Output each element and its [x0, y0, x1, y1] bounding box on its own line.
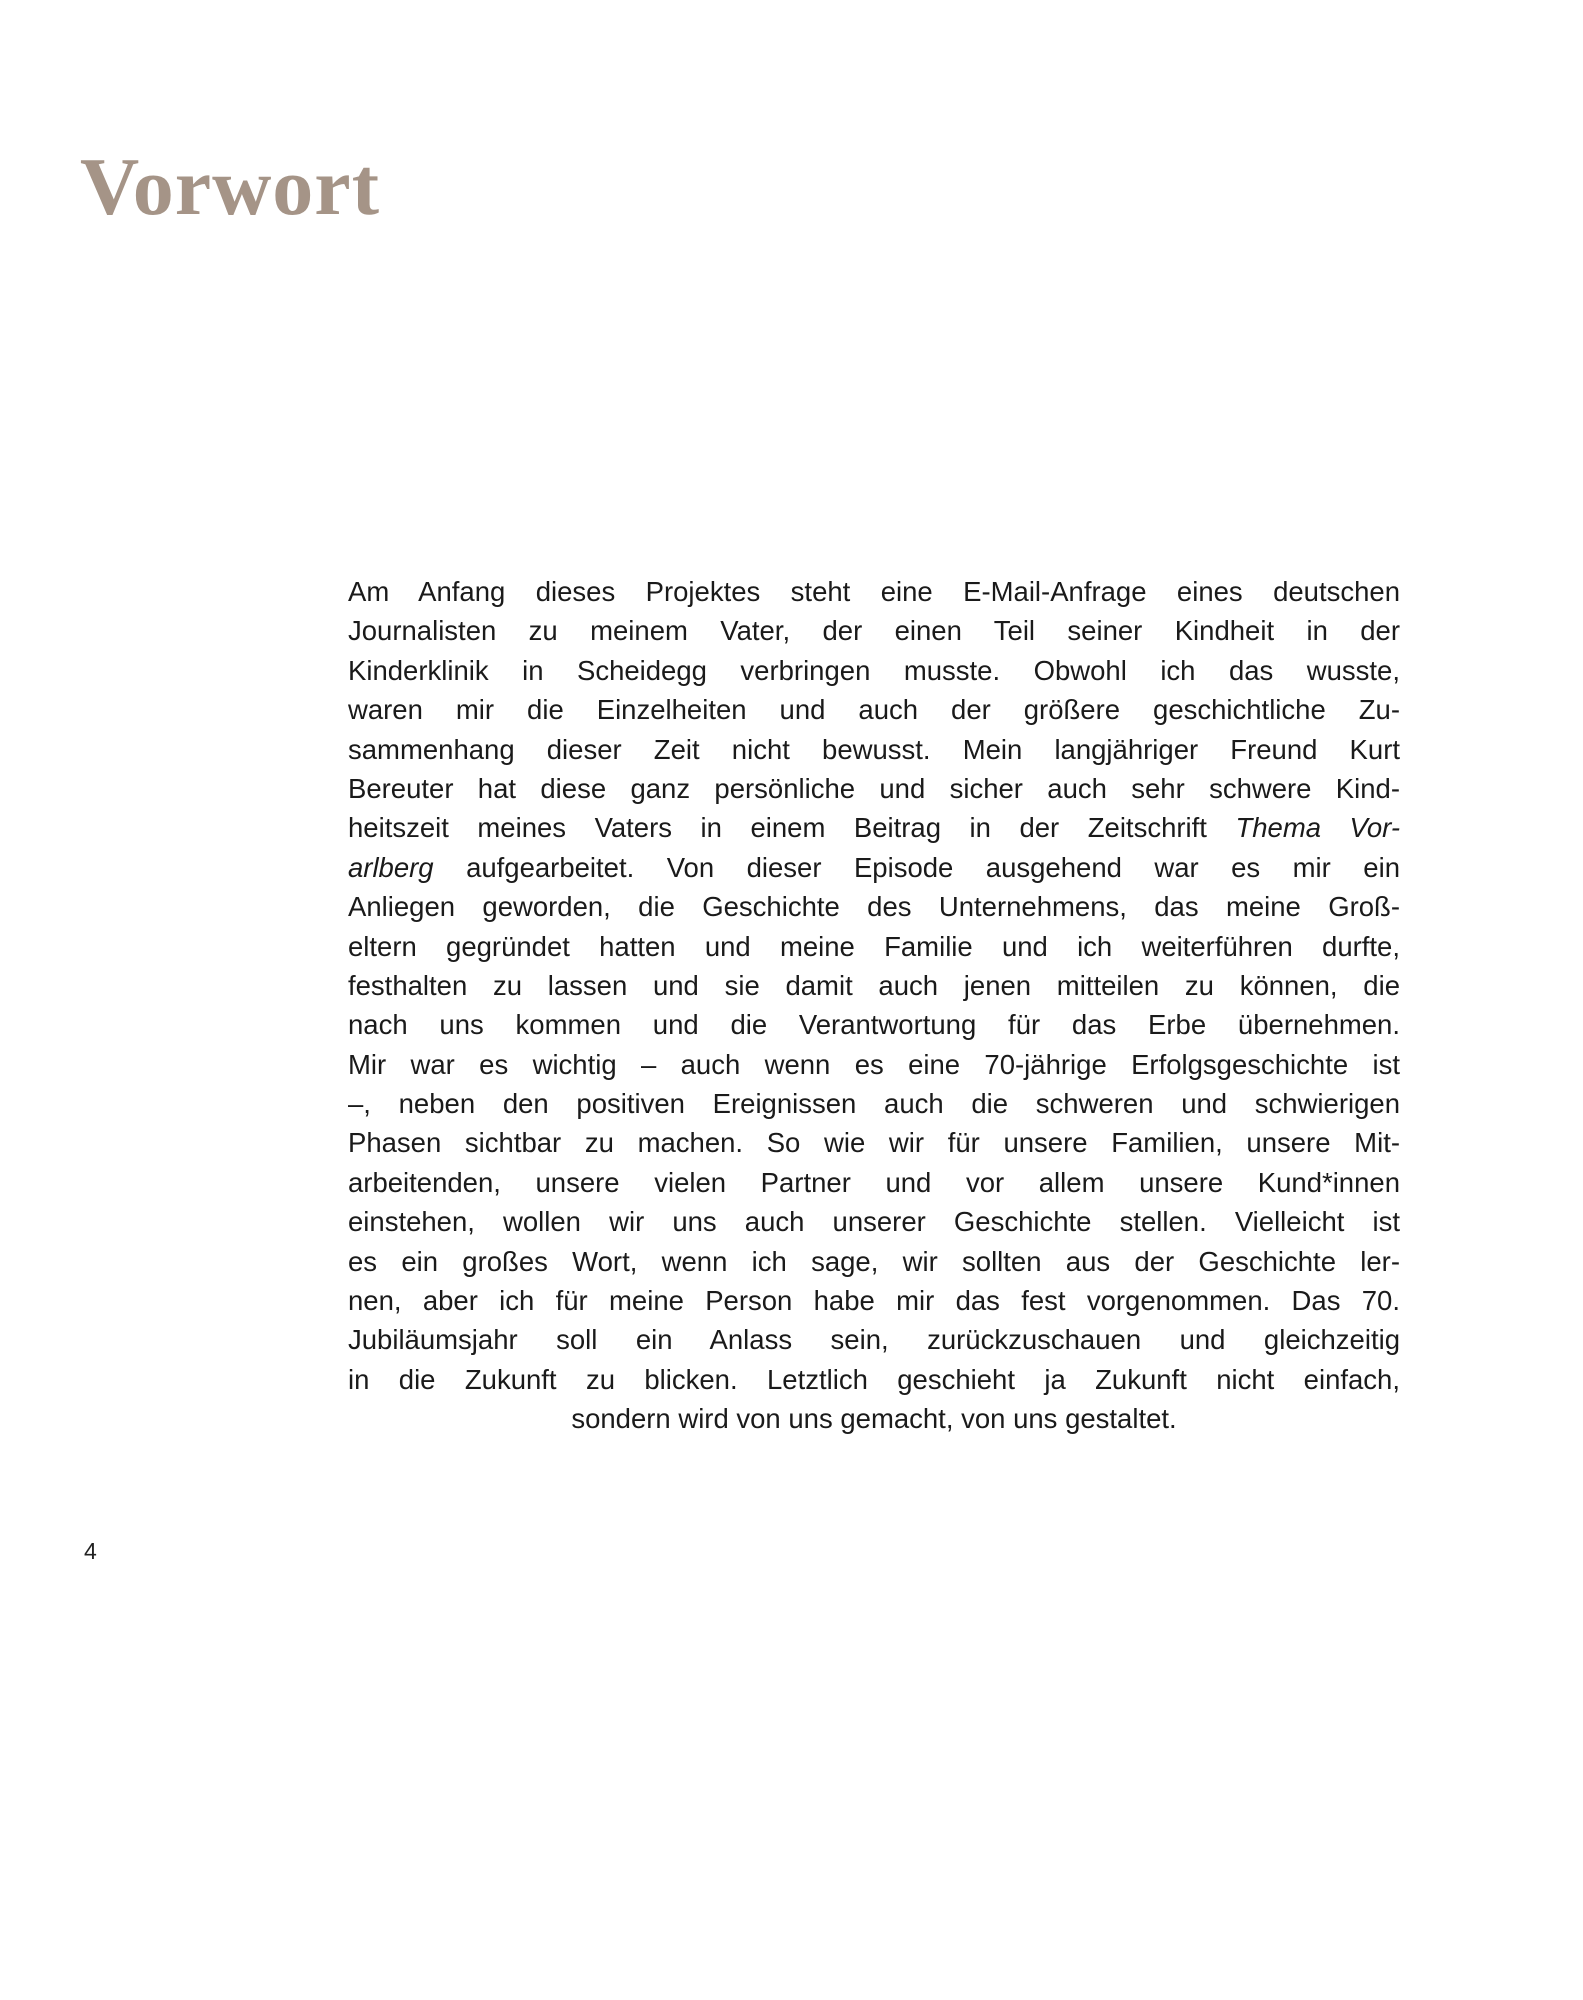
text-line: waren mir die Einzelheiten und auch der größere geschichtliche Zu-	[348, 694, 1400, 726]
text-line: eltern gegründet hatten und meine Familie und ich weiterführen durfte,	[348, 930, 1400, 962]
text-line-last: sondern wird von uns gemacht, von uns gestaltet.	[571, 1403, 1177, 1435]
text-line: Phasen sichtbar zu machen. So wie wir für unsere Familien, unsere Mit-	[348, 1127, 1400, 1159]
text-line: nach uns kommen und die Verantwortung für das Erbe übernehmen.	[348, 1009, 1400, 1041]
text-line: festhalten zu lassen und sie damit auch jenen mitteilen zu können, die	[348, 969, 1400, 1001]
text-line: es ein großes Wort, wenn ich sage, wir sollten aus der Geschichte ler-	[348, 1245, 1400, 1277]
text-line: einstehen, wollen wir uns auch unserer Geschichte stellen. Vielleicht ist	[348, 1206, 1400, 1238]
text-line: nen, aber ich für meine Person habe mir das fest vorgenommen. Das 70.	[348, 1285, 1400, 1317]
text-line	[348, 848, 1400, 887]
magazine-title-italic: Thema Vor-	[1235, 812, 1400, 844]
page-number: 4	[84, 1538, 97, 1564]
text-run: aufgearbeitet. Von dieser Episode ausgehend war es mir ein	[433, 851, 1400, 883]
text-run: heitszeit meines Vaters in einem Beitrag in der Zeitschrift	[348, 812, 1236, 844]
magazine-title-italic: arlberg	[348, 851, 434, 883]
text-line: arbeitenden, unsere vielen Partner und vor allem unsere Kund*innen	[348, 1166, 1400, 1198]
text-line: Journalisten zu meinem Vater, der einen Teil seiner Kindheit in der	[348, 615, 1400, 647]
page-title: Vorwort	[80, 141, 381, 232]
text-line: Jubiläumsjahr soll ein Anlass sein, zurückzuschauen und gleichzeitig	[348, 1324, 1400, 1356]
text-line: Kinderklinik in Scheidegg verbringen musste. Obwohl ich das wusste,	[348, 654, 1400, 686]
text-line: Mir war es wichtig – auch wenn es eine 70-jährige Erfolgsgeschichte ist	[348, 1048, 1400, 1080]
text-line: in die Zukunft zu blicken. Letztlich geschieht ja Zukunft nicht einfach,	[348, 1363, 1400, 1395]
text-line: Bereuter hat diese ganz persönliche und sicher auch sehr schwere Kind-	[348, 772, 1400, 804]
text-line	[348, 808, 1400, 847]
text-line: sammenhang dieser Zeit nicht bewusst. Mein langjähriger Freund Kurt	[348, 733, 1400, 765]
text-line: Anliegen geworden, die Geschichte des Unternehmens, das meine Groß-	[348, 891, 1400, 923]
text-line: Am Anfang dieses Projektes steht eine E-Mail-Anfrage eines deutschen	[348, 576, 1400, 607]
text-line: –, neben den positiven Ereignissen auch die schweren und schwierigen	[348, 1088, 1400, 1120]
foreword-paragraph	[348, 572, 1400, 1439]
